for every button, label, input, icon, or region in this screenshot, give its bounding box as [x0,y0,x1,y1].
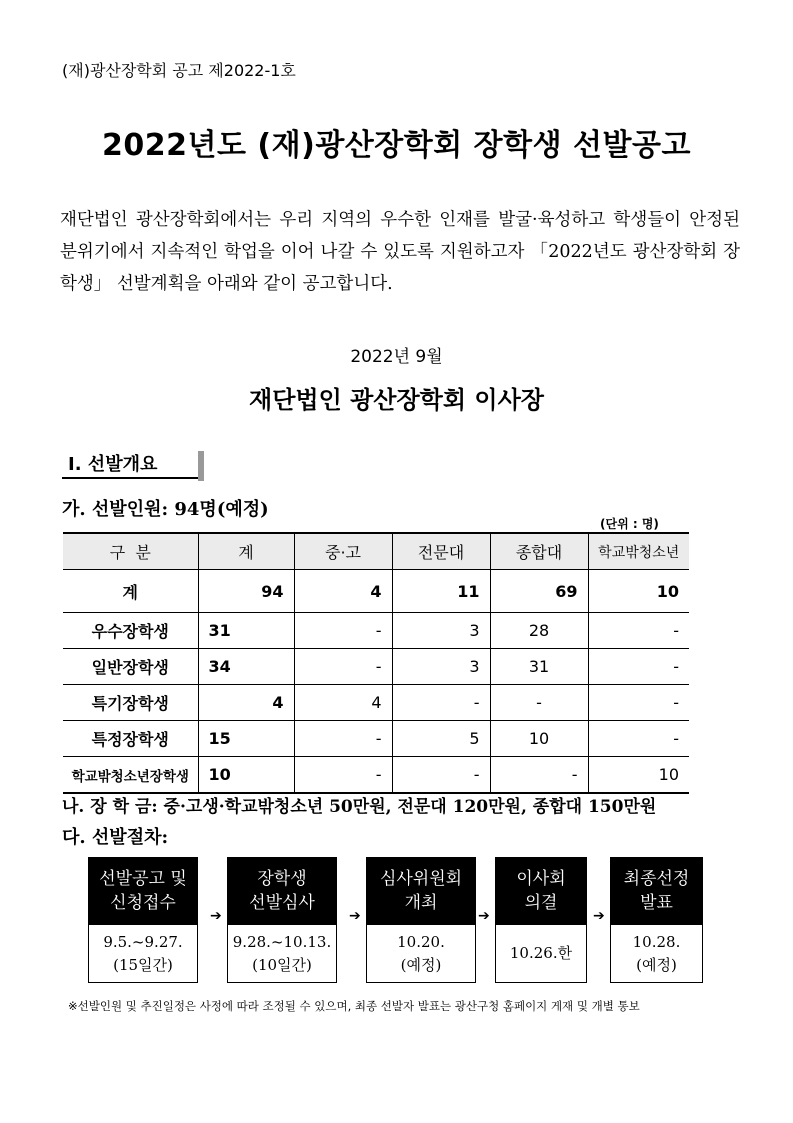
header-total: 계 [198,533,294,570]
arrow-icon: ➔ [478,908,490,924]
cell: 학교밖청소년장학생 [63,757,198,794]
step-title: 이사회 의결 [495,857,587,925]
cell: 28 [490,613,588,649]
table-row [63,757,689,794]
procedure-step [366,857,476,983]
cell: 3 [392,649,490,685]
procedure-step [227,857,337,983]
header-university: 종합대 [490,533,588,570]
table-header-row [63,533,689,570]
step-title: 심사위원회 개최 [366,857,476,925]
cell: 일반장학생 [63,649,198,685]
step-title: 최종선정 발표 [610,857,703,925]
step-period: 10.20. (예정) [366,925,476,983]
step-period: 10.26.한 [495,925,587,983]
step-period: 9.28.~10.13. (10일간) [227,925,337,983]
cell: - [294,649,392,685]
footnote: ※선발인원 및 추진일정은 사정에 따라 조정될 수 있으며, 최종 선발자 발표는 광산구청 홈페이지 게재 및 개별 통보 [68,999,640,1013]
cell: - [490,685,588,721]
cell: - [294,613,392,649]
cell: 우수장학생 [63,613,198,649]
cell: 특기장학생 [63,685,198,721]
table-row [63,613,689,649]
page-title: 2022년도 (재)광산장학회 장학생 선발공고 [102,128,691,163]
header-category: 구 분 [63,533,198,570]
arrow-icon: ➔ [349,908,361,924]
cell: 94 [198,570,294,613]
cell: - [392,685,490,721]
cell: 34 [198,649,294,685]
procedure-heading: 다. 선발절차: [62,827,169,848]
issuer: 재단법인 광산장학회 이사장 [249,385,544,414]
header-college: 전문대 [392,533,490,570]
step-title: 장학생 선발심사 [227,857,337,925]
cell: 15 [198,721,294,757]
header-middle-high: 중·고 [294,533,392,570]
cell: 5 [392,721,490,757]
cell: 31 [198,613,294,649]
intro-paragraph: 재단법인 광산장학회에서는 우리 지역의 우수한 인재를 발굴·육성하고 학생들이 안정된 분위기에서 지속적인 학업을 이어 나갈 수 있도록 지원하고자 「2022년도 광산장학회 장학생」 선발계획을 아래와 같이 공고합니다. [60,210,740,294]
cell: - [490,757,588,794]
cell: 4 [198,685,294,721]
procedure-step [610,857,703,983]
procedure-step [495,857,587,983]
cell: 10 [588,757,689,794]
cell: - [294,757,392,794]
cell: - [588,649,689,685]
cell: 계 [63,570,198,613]
cell: 31 [490,649,588,685]
table-row [63,649,689,685]
unit-label: (단위 : 명) [600,517,659,531]
table-row [63,685,689,721]
arrow-icon: ➔ [210,908,222,924]
cell: 4 [294,570,392,613]
cell: 4 [294,685,392,721]
notice-number: (재)광산장학회 공고 제2022-1호 [62,61,296,80]
section-title: Ⅰ. 선발개요 [68,454,158,475]
cell: 10 [588,570,689,613]
cell: 10 [198,757,294,794]
scholarship-amount: 나. 장 학 금: 중·고생·학교밖청소년 50만원, 전문대 120만원, 종합대 150만원 [62,797,657,817]
cell: 3 [392,613,490,649]
cell: - [392,757,490,794]
cell: 10 [490,721,588,757]
selection-heading: 가. 선발인원: 94명(예정) [62,499,269,520]
table-total-row [63,570,689,613]
header-out-of-school: 학교밖청소년 [588,533,689,570]
selection-table [63,532,689,794]
notice-date: 2022년 9월 [350,347,443,367]
table-row [63,721,689,757]
cell: - [588,721,689,757]
cell: - [588,685,689,721]
cell: 11 [392,570,490,613]
arrow-icon: ➔ [593,908,605,924]
step-title: 선발공고 및 신청접수 [88,857,198,925]
cell: - [294,721,392,757]
step-period: 10.28. (예정) [610,925,703,983]
cell: 특정장학생 [63,721,198,757]
procedure-step [88,857,198,983]
cell: - [588,613,689,649]
cell: 69 [490,570,588,613]
step-period: 9.5.~9.27. (15일간) [88,925,198,983]
